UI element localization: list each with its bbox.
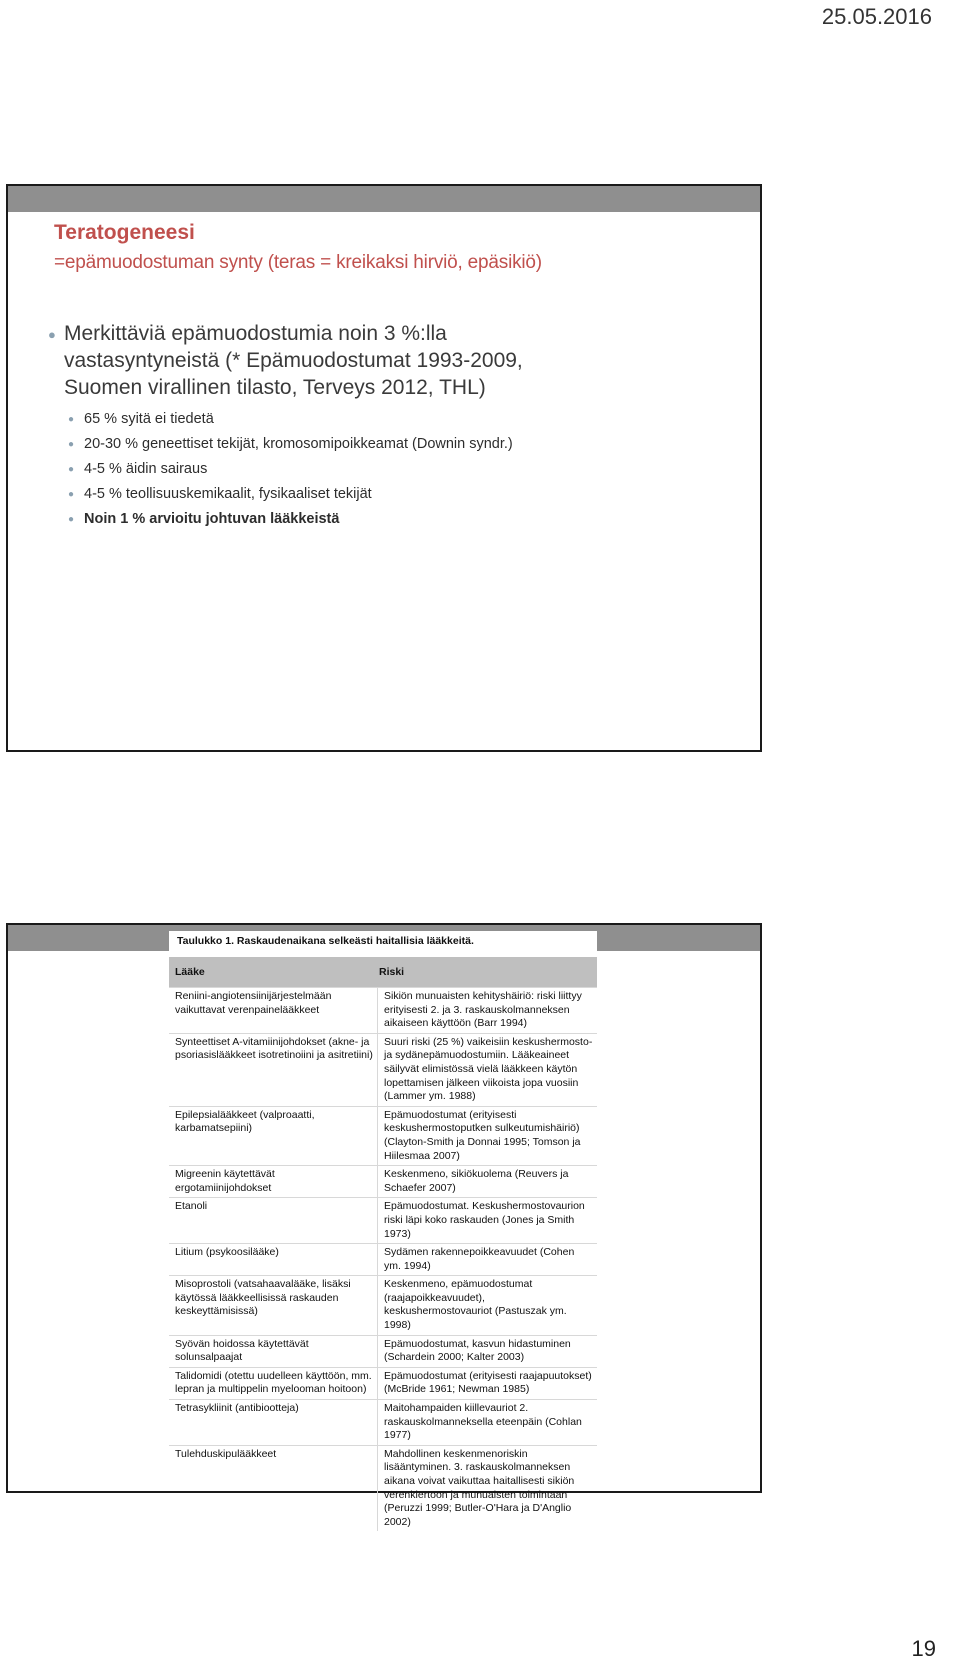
risk-cell: Keskenmeno, epämuodostumat (raajapoikkeavuudet), keskushermostovauriot (Pastuszak ym. 1998)	[377, 1276, 597, 1334]
drug-cell: Talidomidi (otettu uudelleen käyttöön, mm. lepran ja multippelin myelooman hoitoon)	[175, 1369, 372, 1396]
slide-title-block	[54, 218, 542, 278]
bullet-dot-icon: ●	[68, 514, 75, 525]
header-drug: Lääke	[175, 966, 205, 978]
risk-cell: Sikiön munuaisten kehityshäiriö: riski liittyy erityisesti 2. ja 3. raskauskolmanneksen aikaiseen käyttöön (Barr 1994)	[377, 988, 597, 1033]
main-bullet-line: vastasyntyneistä (* Epämuodostumat 1993-2009,	[64, 349, 523, 372]
risk-cell: Keskenmeno, sikiökuolema (Reuvers ja Schaefer 2007)	[377, 1166, 597, 1197]
main-bullet	[48, 320, 740, 401]
table-row	[169, 1165, 597, 1197]
risk-cell: Sydämen rakennepoikkeavuudet (Cohen ym. 1994)	[377, 1244, 597, 1275]
table-row	[169, 1399, 597, 1445]
drug-cell: Tulehduskipulääkkeet	[175, 1447, 277, 1460]
table-row	[169, 1197, 597, 1243]
risk-cell: Epämuodostumat, kasvun hidastuminen (Schardein 2000; Kalter 2003)	[377, 1336, 597, 1367]
drug-cell: Tetrasykliinit (antibiootteja)	[175, 1402, 299, 1415]
page-date: 25.05.2016	[821, 4, 932, 29]
sub-bullet: ● 20-30 % geneettiset tekijät, kromosomipoikkeamat (Downin syndr.)	[68, 432, 740, 457]
drug-risk-table	[169, 931, 597, 1528]
sub-bullet: ● 65 % syitä ei tiedetä	[68, 407, 740, 432]
bullet-list	[48, 320, 740, 532]
drug-cell: Synteettiset A-vitamiinijohdokset (akne- ja psoriasislääkkeet isotretinoiini ja asitretiini)	[175, 1035, 373, 1062]
main-bullet-line: Merkittäviä epämuodostumia noin 3 %:lla	[64, 322, 447, 345]
drug-cell: Epilepsialääkkeet (valproaatti, karbamatsepiini)	[175, 1108, 315, 1135]
table-row	[169, 1243, 597, 1275]
slide-drug-table	[6, 923, 762, 1528]
bullet-dot-icon: ●	[68, 439, 75, 450]
table-caption: Taulukko 1. Raskaudenaikana selkeästi haitallisia lääkkeitä.	[177, 935, 474, 947]
sub-bullet: ● Noin 1 % arvioitu johtuvan lääkkeistä	[68, 507, 740, 532]
slide-top-bar	[8, 186, 760, 212]
table-row	[169, 1033, 597, 1106]
slide-teratogenesis	[6, 184, 762, 752]
sub-bullet: ● 4-5 % äidin sairaus	[68, 457, 740, 482]
risk-cell: Suuri riski (25 %) vaikeisiin keskushermosto- ja sydänepämuodostumiin. Lääkeaineet säilyvät elimistössä vielä lääkkeen käytön lopettamisen jälkeen viikoista jopa vuosiin (Lammer ym. 1988)	[377, 1034, 597, 1106]
bullet-dot-icon: ●	[68, 414, 75, 425]
slide-title: Teratogeneesi	[54, 221, 195, 244]
drug-cell: Reniini-angiotensiinijärjestelmään vaikuttavat verenpainelääkkeet	[175, 990, 332, 1016]
table-row	[169, 987, 597, 1033]
table-row	[169, 1367, 597, 1399]
drug-cell: Migreenin käytettävät ergotamiinijohdokset	[175, 1168, 275, 1194]
bullet-dot-icon: ●	[68, 464, 75, 475]
page-number: 19	[911, 1636, 936, 1661]
drug-cell: Syövän hoidossa käytettävät solunsalpaajat	[175, 1337, 309, 1364]
risk-cell: Epämuodostumat (erityisesti keskushermostoputken sulkeutumishäiriö) (Clayton-Smith ja Donnai 1995; Tomson ja Hiilesmaa 2007)	[377, 1107, 597, 1165]
table-header	[169, 957, 597, 987]
main-bullet-line: Suomen virallinen tilasto, Terveys 2012, THL)	[64, 376, 486, 399]
table-row	[169, 1275, 597, 1334]
slide-subtitle: =epämuodostuman synty (teras = kreikaksi hirviö, epäsikiö)	[54, 252, 542, 273]
sub-bullet: ● 4-5 % teollisuuskemikaalit, fysikaaliset tekijät	[68, 482, 740, 507]
drug-cell: Litium (psykoosilääke)	[175, 1246, 279, 1259]
table-row	[169, 1106, 597, 1165]
risk-cell: Epämuodostumat (erityisesti raajapuutokset) (McBride 1961; Newman 1985)	[377, 1368, 597, 1399]
risk-cell: Maitohampaiden kiillevauriot 2. raskauskolmanneksella eteenpäin (Cohlan 1977)	[377, 1400, 597, 1445]
table-row	[169, 1445, 597, 1532]
risk-cell: Mahdollinen keskenmenoriskin lisääntyminen. 3. raskauskolmanneksen aikana voivat vaikuttaa haitallisesti sikiön verenkiertoon ja munuaisten toimintaan (Peruzzi 1999; Butler-O'Hara ja D'Anglio 2002)	[377, 1446, 597, 1532]
table-body	[169, 987, 597, 1531]
drug-cell: Etanoli	[175, 1200, 208, 1213]
bullet-dot-icon: ●	[68, 489, 75, 500]
header-risk: Riski	[379, 966, 405, 978]
drug-cell: Misoprostoli (vatsahaavalääke, lisäksi käytössä lääkkeellisissä raskauden keskeyttämisissä)	[175, 1278, 351, 1318]
bullet-dot-icon: ●	[48, 327, 56, 342]
risk-cell: Epämuodostumat. Keskushermostovaurion riski läpi koko raskauden (Jones ja Smith 1973)	[377, 1198, 597, 1243]
table-row	[169, 1335, 597, 1367]
